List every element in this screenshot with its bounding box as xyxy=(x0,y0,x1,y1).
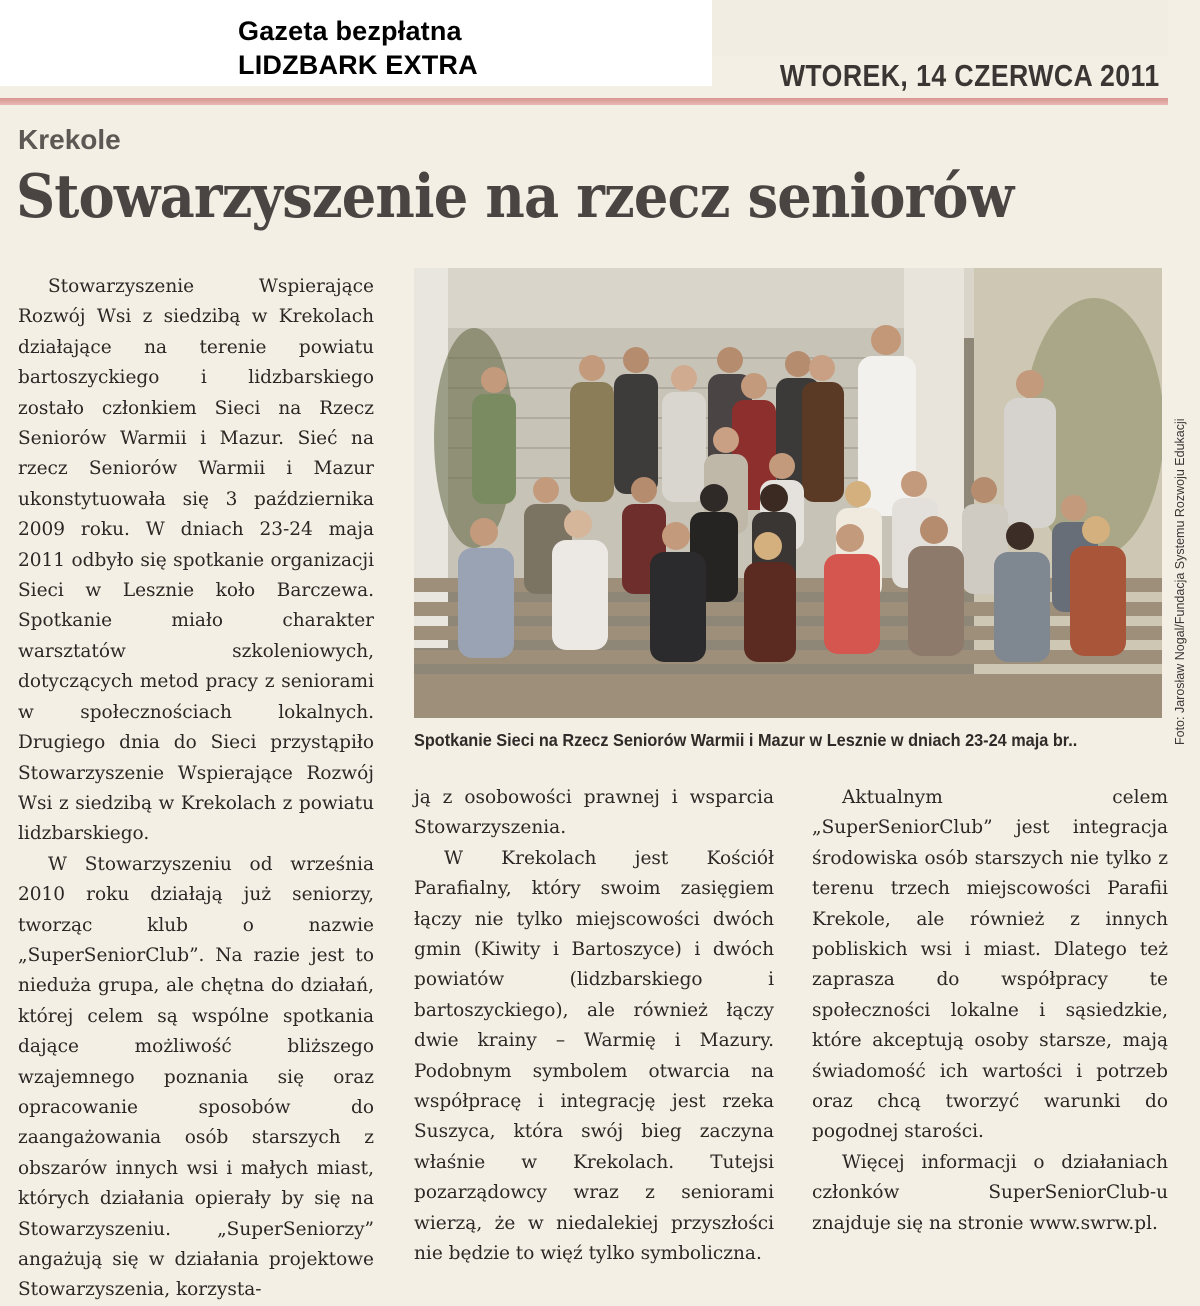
paragraph: Aktualnym celem „SuperSeniorClub” jest integracja środowiska osób starszych nie tylko z terenu trzech miejscowości Parafii Krekole, ale również z innych pobliskich wsi i miast. Dlatego też zaprasza do współpracy te społeczności lokalne i sąsiedzkie, które akceptują osoby starsze, mają świadomość ich wartości i potrzeb oraz chcą tworzyć warunki do pogodnej starości. xyxy=(812,787,1168,1143)
article-column-1 xyxy=(18,272,374,1306)
group-photo-illustration xyxy=(414,268,1162,718)
paragraph: W Stowarzyszeniu od września 2010 roku działają już seniorzy, tworząc klub o nazwie „SuperSeniorClub”. Na razie jest to nieduża grupa, ale chętna do działań, której celem są wspólne spotkania dające możliwość bliższego wzajemnego poznania się oraz opracowanie sposobów do zaangażowania osób starszych z obszarów innych wsi i małych miast, których działania opierały by się na Stowarzyszeniu. „SuperSeniorzy” angażują się w działania projektowe Stowarzyszenia, korzysta- xyxy=(18,853,374,1301)
paragraph: W Krekolach jest Kościół Parafialny, który swoim zasięgiem łączy nie tylko miejscowości dwóch gmin (Kiwity i Bartoszyce) i dwóch powiatów (lidzbarskiego i bartoszyckiego), ale również łączy dwie krainy – Warmię i Mazury. Podobnym symbolem otwarcia na współpracę i integrację jest rzeka Suszyca, która swój bieg zaczyna właśnie w Krekolach. Tutejsi pozarządowcy wraz z seniorami wierzą, że w niedalekiej przyszłości nie będzie to więź tylko symboliczna. xyxy=(414,847,774,1265)
masthead xyxy=(0,0,712,86)
paragraph: ją z osobowości prawnej i wsparcia Stowarzyszenia. xyxy=(414,787,774,839)
group-photo xyxy=(414,268,1162,718)
photo-caption: Spotkanie Sieci na Rzecz Seniorów Warmii i Mazur w Lesznie w dniach 23-24 maja br.. xyxy=(414,730,1078,750)
article-column-3 xyxy=(812,783,1168,1239)
issue-date: WTOREK, 14 CZERWCA 2011 xyxy=(780,58,1160,93)
article-column-2 xyxy=(414,783,774,1270)
headline: Stowarzyszenie na rzecz seniorów xyxy=(16,162,1014,232)
paragraph: Stowarzyszenie Wspierające Rozwój Wsi z siedzibą w Krekolach działające na terenie powiatu bartoszyckiego i lidzbarskiego zostało członkiem Sieci na Rzecz Seniorów Warmii i Mazur. Sieć na rzecz Seniorów Warmii i Mazur ukonstytuowała się 3 października 2009 roku. W dniach 23-24 maja 2011 odbyło się spotkanie organizacji Sieci w Lesznie koło Barczewa. Spotkanie miało charakter warsztatów szkoleniowych, dotyczących metod pracy z seniorami w społecznościach lokalnych. Drugiego dnia do Sieci przystąpiło Stowarzyszenie Wspierające Rozwój Wsi z siedzibą w Krekolach z powiatu lidzbarskiego. xyxy=(18,276,374,845)
paragraph: Więcej informacji o działaniach członków SuperSeniorClub-u znajduje się na stronie www.swrw.pl. xyxy=(812,1151,1168,1234)
header-rule xyxy=(0,98,1168,105)
photo-credit: Foto: Jarosław Nogal/Fundacja Systemu Rozwoju Edukacji xyxy=(1173,418,1187,745)
masthead-line-2: LIDZBARK EXTRA xyxy=(238,50,478,80)
top-strip xyxy=(712,0,1168,56)
masthead-line-1: Gazeta bezpłatna xyxy=(238,16,462,46)
section-label: Krekole xyxy=(18,124,121,155)
